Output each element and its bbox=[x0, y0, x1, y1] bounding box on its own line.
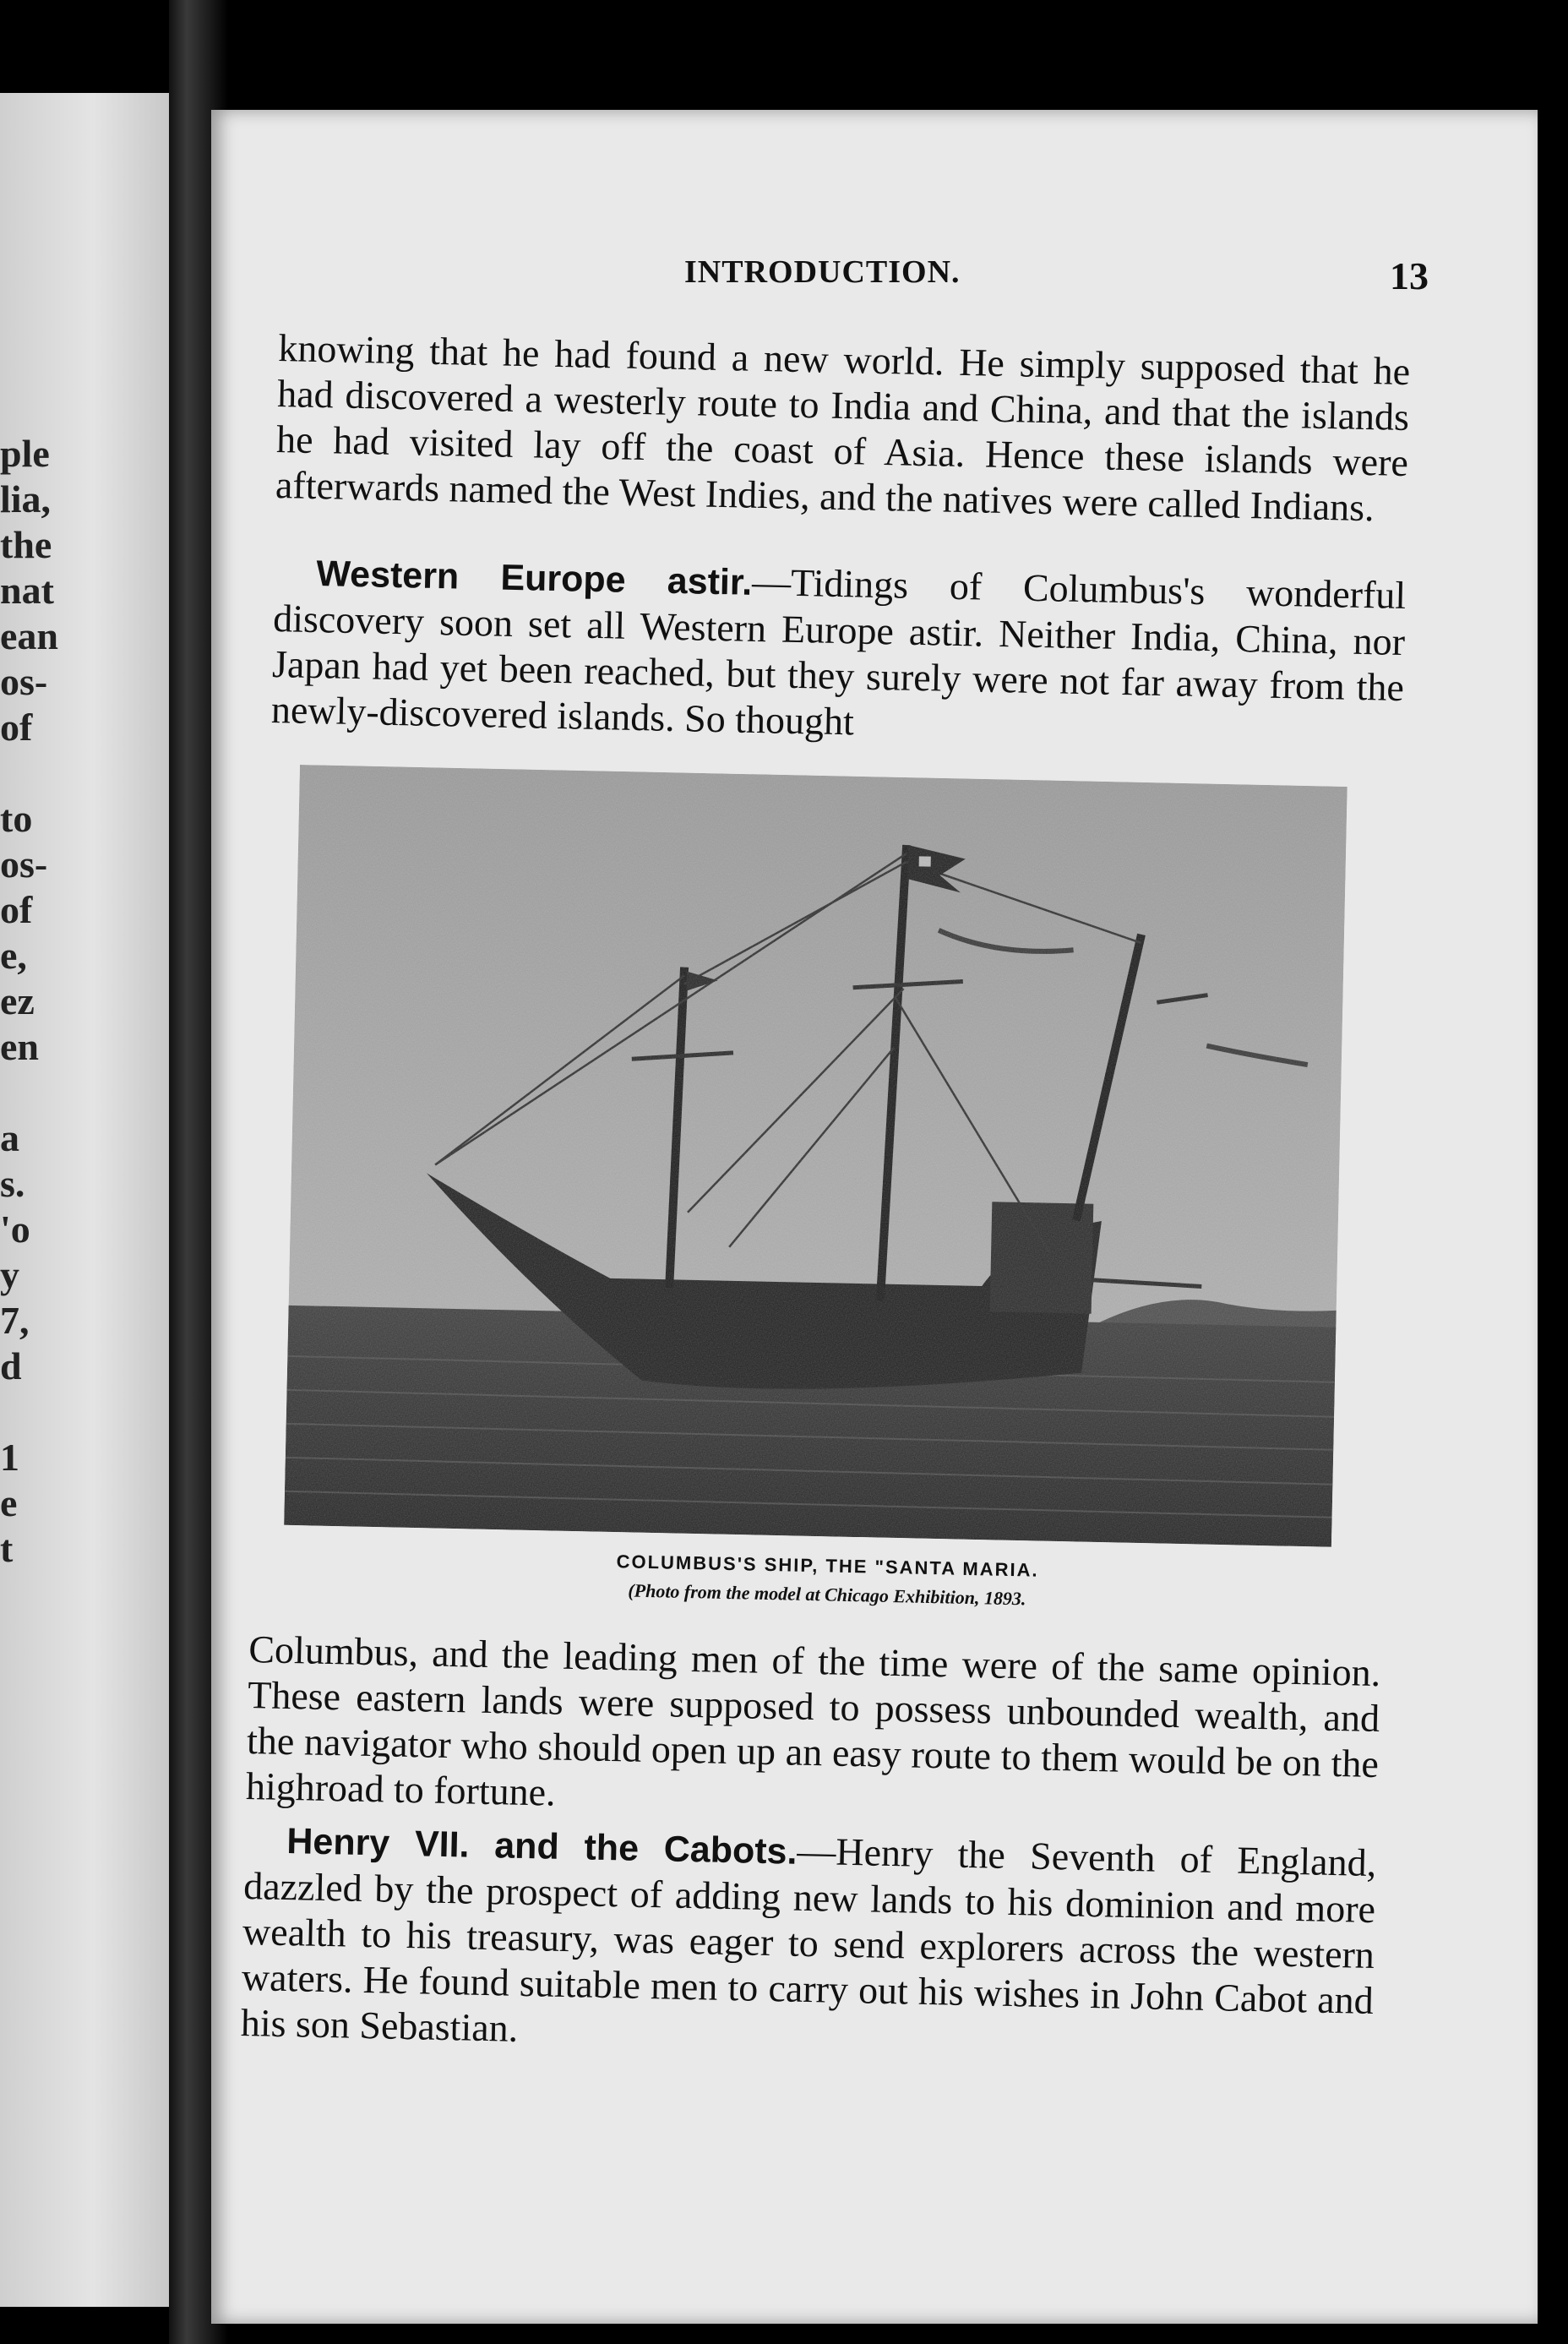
paragraph-western-europe-text: —Tidings of Columbus's wonderful discovery soon set all Western Europe astir. Neither India, China, nor Japan had yet been reached, but they surely were not far away from the newly-discovered islands. So thought bbox=[270, 559, 1407, 744]
ship-photograph bbox=[284, 765, 1348, 1547]
caption-title: COLUMBUS'S SHIP, THE "SANTA MARIA. bbox=[616, 1551, 1039, 1581]
left-page-fragment: ean bbox=[0, 614, 58, 657]
left-page-fragment: d bbox=[0, 1344, 22, 1387]
left-page-fragment: ez bbox=[0, 979, 35, 1022]
left-page-fragment: os- bbox=[0, 842, 48, 886]
left-page-fragment: e bbox=[0, 1481, 18, 1524]
paragraph-columbus-opinion: Columbus, and the leading men of the time were of the same opinion. These eastern lands were supposed to possess unbounded wealth, and the navigator who should open up an easy route to them would be on the highroad to fortune. bbox=[245, 1627, 1381, 1814]
left-page-fragment: a bbox=[0, 1116, 19, 1159]
left-page-fragment bbox=[0, 750, 59, 796]
section-heading-western-europe: Western Europe astir. bbox=[315, 553, 753, 603]
left-page-fragment: t bbox=[0, 1527, 14, 1570]
paragraph-henry-cabots bbox=[240, 1817, 1376, 2069]
left-page-text-fragments bbox=[0, 431, 59, 1572]
running-head bbox=[211, 253, 1538, 304]
paragraph-henry-cabots-text: —Henry the Seventh of England, dazzled by the prospect of adding new lands to his dominion and more wealth to his treasury, was eager to send explorers across the western waters. He found suitable men to carry out his wishes in John Cabot and his son Sebastian. bbox=[240, 1829, 1377, 2050]
left-page-fragment: e, bbox=[0, 934, 27, 977]
paragraph-western-europe bbox=[270, 549, 1406, 756]
left-page-fragment: 'o bbox=[0, 1207, 30, 1251]
left-page-fragment: to bbox=[0, 797, 33, 840]
running-title: INTRODUCTION. bbox=[684, 254, 961, 290]
left-page-fragment: 7, bbox=[0, 1299, 30, 1342]
left-page-fragment bbox=[0, 1070, 59, 1115]
left-page-fragment: of bbox=[0, 706, 33, 749]
left-page-fragment: the bbox=[0, 523, 52, 566]
left-page-fragment: s. bbox=[0, 1162, 25, 1205]
right-page bbox=[211, 110, 1538, 2324]
left-page-fragment: y bbox=[0, 1253, 19, 1296]
left-page-fragment bbox=[0, 1389, 59, 1435]
left-page-fragment: lia, bbox=[0, 477, 52, 521]
figure-caption bbox=[405, 1546, 1250, 1615]
page-number: 13 bbox=[1390, 254, 1429, 297]
caption-credit: (Photo from the model at Chicago Exhibition, 1893. bbox=[628, 1579, 1026, 1610]
left-page-fragment: nat bbox=[0, 569, 54, 612]
section-heading-henry-cabots: Henry VII. and the Cabots. bbox=[286, 1821, 798, 1872]
left-page-fragment: of bbox=[0, 888, 33, 931]
left-page-fragment: ple bbox=[0, 432, 50, 475]
paragraph-new-world: knowing that he had found a new world. He simply supposed that he had discovered a westerly route to India and China, and that the islands he had visited lay off the coast of Asia. Hence these islands were afterwards named the West Indies, and the natives were called Indians. bbox=[275, 325, 1411, 530]
left-page-fragment: en bbox=[0, 1025, 39, 1068]
santa-maria-ship-illustration bbox=[284, 765, 1348, 1547]
left-page-fragment: os- bbox=[0, 660, 48, 703]
left-page-fragment: 1 bbox=[0, 1436, 19, 1479]
left-page-edge bbox=[0, 93, 169, 2307]
